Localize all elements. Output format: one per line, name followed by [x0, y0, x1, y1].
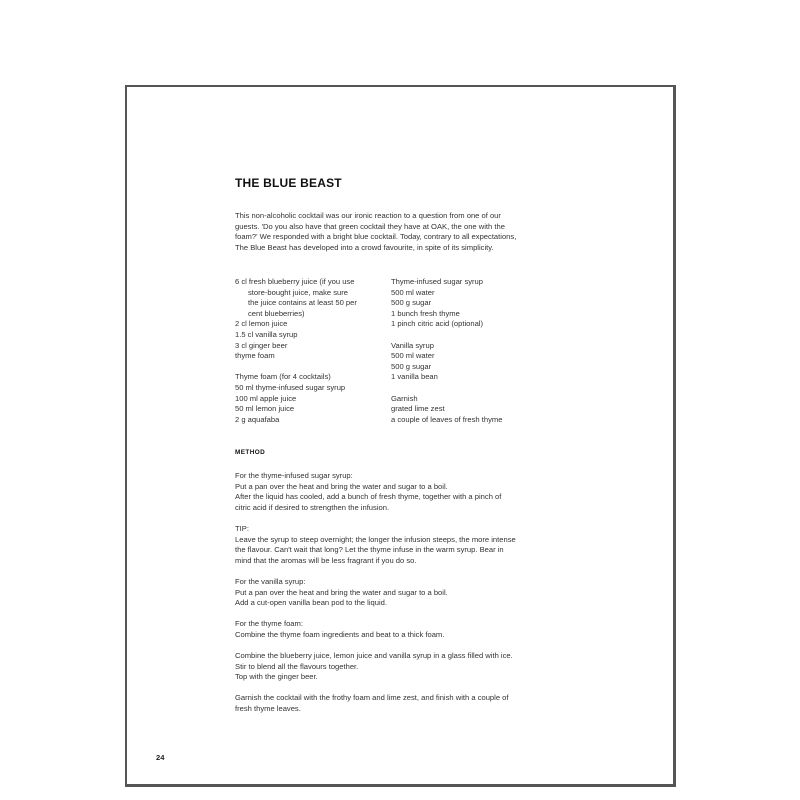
step-heading: For the thyme-infused sugar syrup:	[235, 471, 353, 480]
thyme-foam-heading: Thyme foam (for 4 cocktails)	[235, 372, 331, 382]
garnish-heading: Garnish	[391, 393, 418, 403]
intro-line: guests. 'Do you also have that green cocktail they have at OAK, the one with the	[235, 221, 505, 231]
ingredient-line: 1 bunch fresh thyme	[391, 308, 460, 318]
method-line: fresh thyme leaves.	[235, 704, 301, 714]
method-heading: METHOD	[235, 449, 266, 456]
method-line: Put a pan over the heat and bring the water and sugar to a boil.	[235, 587, 448, 597]
method-line: the flavour. Can't wait that long? Let the thyme infuse in the warm syrup. Bear in	[235, 545, 504, 555]
ingredient-line: 500 ml water	[391, 287, 435, 297]
page-number: 24	[156, 753, 165, 762]
ingredient-line: the juice contains at least 50 per	[248, 298, 357, 308]
method-line: Add a cut-open vanilla bean pod to the liquid.	[235, 598, 387, 608]
vanilla-syrup-heading: Vanilla syrup	[391, 340, 434, 350]
method-line: Top with the ginger beer.	[235, 672, 318, 682]
ingredient-line: 100 ml apple juice	[235, 393, 297, 403]
ingredient-line: 2 cl lemon juice	[235, 319, 288, 329]
ingredient-line: cent blueberries)	[248, 308, 305, 318]
book-page	[125, 85, 676, 787]
recipe-title: THE BLUE BEAST	[235, 176, 342, 190]
method-line: Combine the thyme foam ingredients and beat to a thick foam.	[235, 629, 445, 639]
method-line: mind that the aromas will be less fragrant if you do so.	[235, 555, 417, 565]
tip-heading: TIP:	[235, 523, 249, 533]
ingredient-line: 1 pinch citric acid (optional)	[391, 319, 484, 329]
ingredient-line: store-bought juice, make sure	[248, 287, 349, 297]
method-line: Stir to blend all the flavours together.	[235, 661, 359, 671]
ingredient-line: 1.5 cl vanilla syrup	[235, 329, 298, 339]
intro-line: foam?' We responded with a bright blue cocktail. Today, contrary to all expectations,	[235, 232, 517, 242]
ingredient-line: 1 vanilla bean	[391, 372, 438, 382]
intro-line: The Blue Beast has developed into a crowd favourite, in spite of its simplicity.	[235, 242, 494, 252]
ingredient-line: 3 cl ginger beer	[235, 340, 288, 350]
ingredient-line: 500 g sugar	[391, 298, 432, 308]
step-heading: For the thyme foam:	[235, 619, 303, 629]
ingredient-line: 50 ml thyme-infused sugar syrup	[235, 382, 346, 392]
method-line: Garnish the cocktail with the frothy foam and lime zest, and finish with a couple of	[235, 693, 509, 703]
step-heading: For the vanilla syrup:	[235, 576, 306, 586]
recipe-intro	[235, 211, 540, 253]
ingredient-line: grated lime zest	[391, 404, 445, 414]
ingredient-line: 6 cl fresh blueberry juice (if you use	[235, 277, 355, 286]
ingredient-line: a couple of leaves of fresh thyme	[391, 414, 503, 424]
method-line: Leave the syrup to steep overnight; the longer the infusion steeps, the more intense	[235, 534, 516, 544]
method-line: After the liquid has cooled, add a bunch of fresh thyme, together with a pinch of	[235, 492, 502, 502]
intro-line: This non-alcoholic cocktail was our ironic reaction to a question from one of our	[235, 211, 501, 220]
ingredient-line: 500 g sugar	[391, 361, 432, 371]
method-line: Combine the blueberry juice, lemon juice and vanilla syrup in a glass filled with ice.	[235, 651, 513, 661]
ingredient-line: 50 ml lemon juice	[235, 404, 295, 414]
ingredients-left-column	[235, 277, 385, 425]
method-line: Put a pan over the heat and bring the water and sugar to a boil.	[235, 481, 448, 491]
ingredient-line: thyme foam	[235, 351, 275, 361]
method-section	[235, 471, 545, 715]
ingredient-line: 2 g aquafaba	[235, 414, 280, 424]
syrup-heading: Thyme-infused sugar syrup	[391, 277, 484, 286]
method-line: citric acid if desired to strengthen the infusion.	[235, 502, 390, 512]
ingredient-line: 500 ml water	[391, 351, 435, 361]
ingredients-right-column	[391, 277, 551, 425]
